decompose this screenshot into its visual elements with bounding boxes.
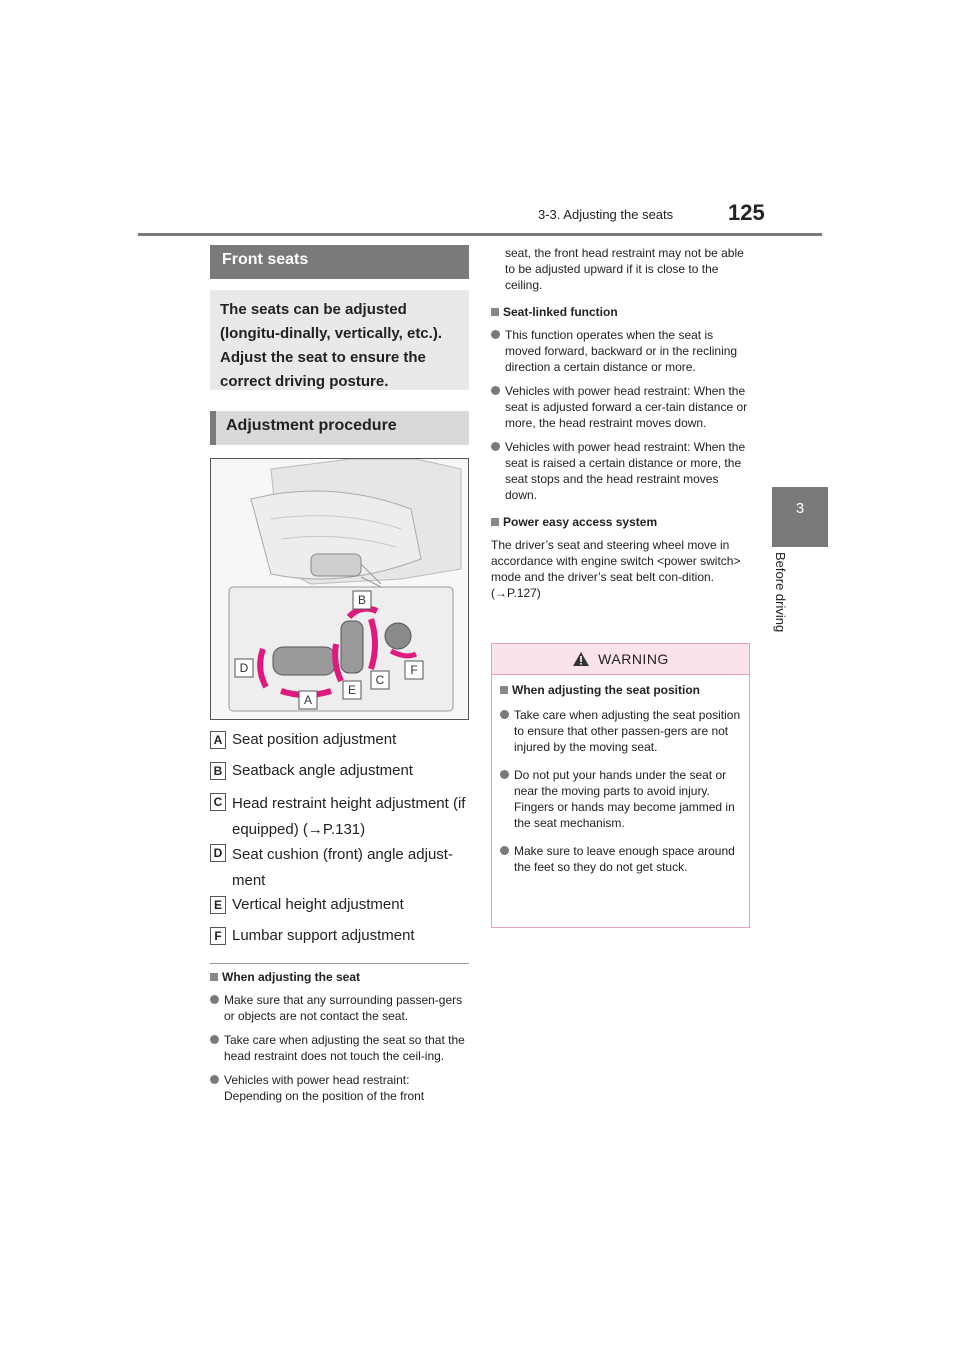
warning-title: WARNING <box>598 651 669 667</box>
legend-item <box>210 842 472 894</box>
warning-bullet: Do not put your hands under the seat or near the moving parts to avoid injury. Fingers or hands may become jammed in the seat mechanism. <box>500 767 741 831</box>
legend-letter: C <box>210 793 226 811</box>
figure-label-d: D <box>239 661 249 675</box>
square-bullet-icon <box>500 686 508 694</box>
bullet-icon <box>500 710 509 719</box>
figure-label-a: A <box>303 693 313 707</box>
seat-linked-heading: Seat-linked function <box>491 305 750 319</box>
seat-linked-bullet: Vehicles with power head restraint: When the seat is adjusted forward a cer-tain distance or more, the head restraint moves down. <box>491 383 750 431</box>
figure-label-c: C <box>375 673 385 687</box>
chapter-label-text: Before driving <box>773 552 788 633</box>
note-section <box>210 970 469 1104</box>
square-bullet-icon <box>491 518 499 526</box>
warning-bullet: Take care when adjusting the seat position to ensure that other passen-gers are not injured by the moving seat. <box>500 707 741 755</box>
legend-item <box>210 925 472 947</box>
note-bullet: Take care when adjusting the seat so that the head restraint does not touch the ceil-ing. <box>210 1032 469 1064</box>
legend-item <box>210 791 472 843</box>
bullet-icon <box>491 442 500 451</box>
note-bullet: Vehicles with power head restraint: Depending on the position of the front <box>210 1072 469 1104</box>
legend-letter: D <box>210 844 226 862</box>
chapter-label <box>768 552 792 652</box>
seat-linked-bullet: Vehicles with power head restraint: When the seat is raised a certain distance or more, the seat stops and the head restraint moves down. <box>491 439 750 503</box>
note-bullet: Make sure that any surrounding passen-gers or objects are not contact the seat. <box>210 992 469 1024</box>
legend-letter: F <box>210 927 226 945</box>
header-rule <box>138 233 822 236</box>
page-number: 125 <box>728 200 765 225</box>
legend-text: Seat cushion (front) angle adjust-ment <box>232 846 453 889</box>
seat-controls-figure <box>210 458 469 720</box>
warning-heading: When adjusting the seat position <box>500 683 741 697</box>
adjustment-procedure-heading: Adjustment procedure <box>210 411 469 445</box>
easy-access-heading: Power easy access system <box>491 515 750 529</box>
bullet-icon <box>210 1075 219 1084</box>
legend-text: Seat position adjustment <box>232 731 397 748</box>
warning-bullet: Make sure to leave enough space around the feet so they do not get stuck. <box>500 843 741 875</box>
warning-body <box>492 675 749 875</box>
figure-label-f: F <box>410 663 418 677</box>
warning-header <box>492 644 749 675</box>
warning-box <box>491 643 750 928</box>
legend-item <box>210 729 472 751</box>
divider <box>210 963 469 964</box>
bullet-icon <box>210 1035 219 1044</box>
continuation-text: seat, the front head restraint may not be able to be adjusted upward if it is close to the ceiling. <box>505 246 744 292</box>
legend-item <box>210 760 472 782</box>
legend-letter: B <box>210 762 226 780</box>
legend-text: Lumbar support adjustment <box>232 927 415 944</box>
right-column <box>491 245 750 601</box>
intro-box: The seats can be adjusted (longitu-dinally, vertically, etc.). Adjust the seat to ensure the correct driving posture. <box>210 290 469 390</box>
bullet-icon <box>210 995 219 1004</box>
legend-item <box>210 894 472 916</box>
front-seats-heading: Front seats <box>210 245 469 279</box>
chapter-tab <box>772 487 828 547</box>
note-heading: When adjusting the seat <box>210 970 469 984</box>
bullet-icon <box>500 770 509 779</box>
legend-letter: E <box>210 896 226 914</box>
bullet-icon <box>491 386 500 395</box>
chapter-number: 3 <box>795 500 805 517</box>
legend-text: Vertical height adjustment <box>232 896 404 913</box>
bullet-icon <box>500 846 509 855</box>
figure-label-e: E <box>347 683 357 697</box>
section-title: 3-3. Adjusting the seats <box>538 207 674 222</box>
square-bullet-icon <box>210 973 218 981</box>
figure-label-b: B <box>357 593 367 607</box>
easy-access-text: The driver’s seat and steering wheel move in accordance with engine switch <power switch> mode and the driver’s seat belt con-dition. (→P.127) <box>491 538 741 600</box>
seat-illustration <box>211 459 468 719</box>
legend-text: Head restraint height adjustment (if equipped) (→P.131) <box>232 795 466 838</box>
legend-text: Seatback angle adjustment <box>232 762 413 779</box>
seat-linked-bullet: This function operates when the seat is moved forward, backward or in the reclining direction a certain distance or more. <box>491 327 750 375</box>
square-bullet-icon <box>491 308 499 316</box>
bullet-icon <box>491 330 500 339</box>
legend-letter: A <box>210 731 226 749</box>
warning-triangle-icon <box>572 651 590 667</box>
